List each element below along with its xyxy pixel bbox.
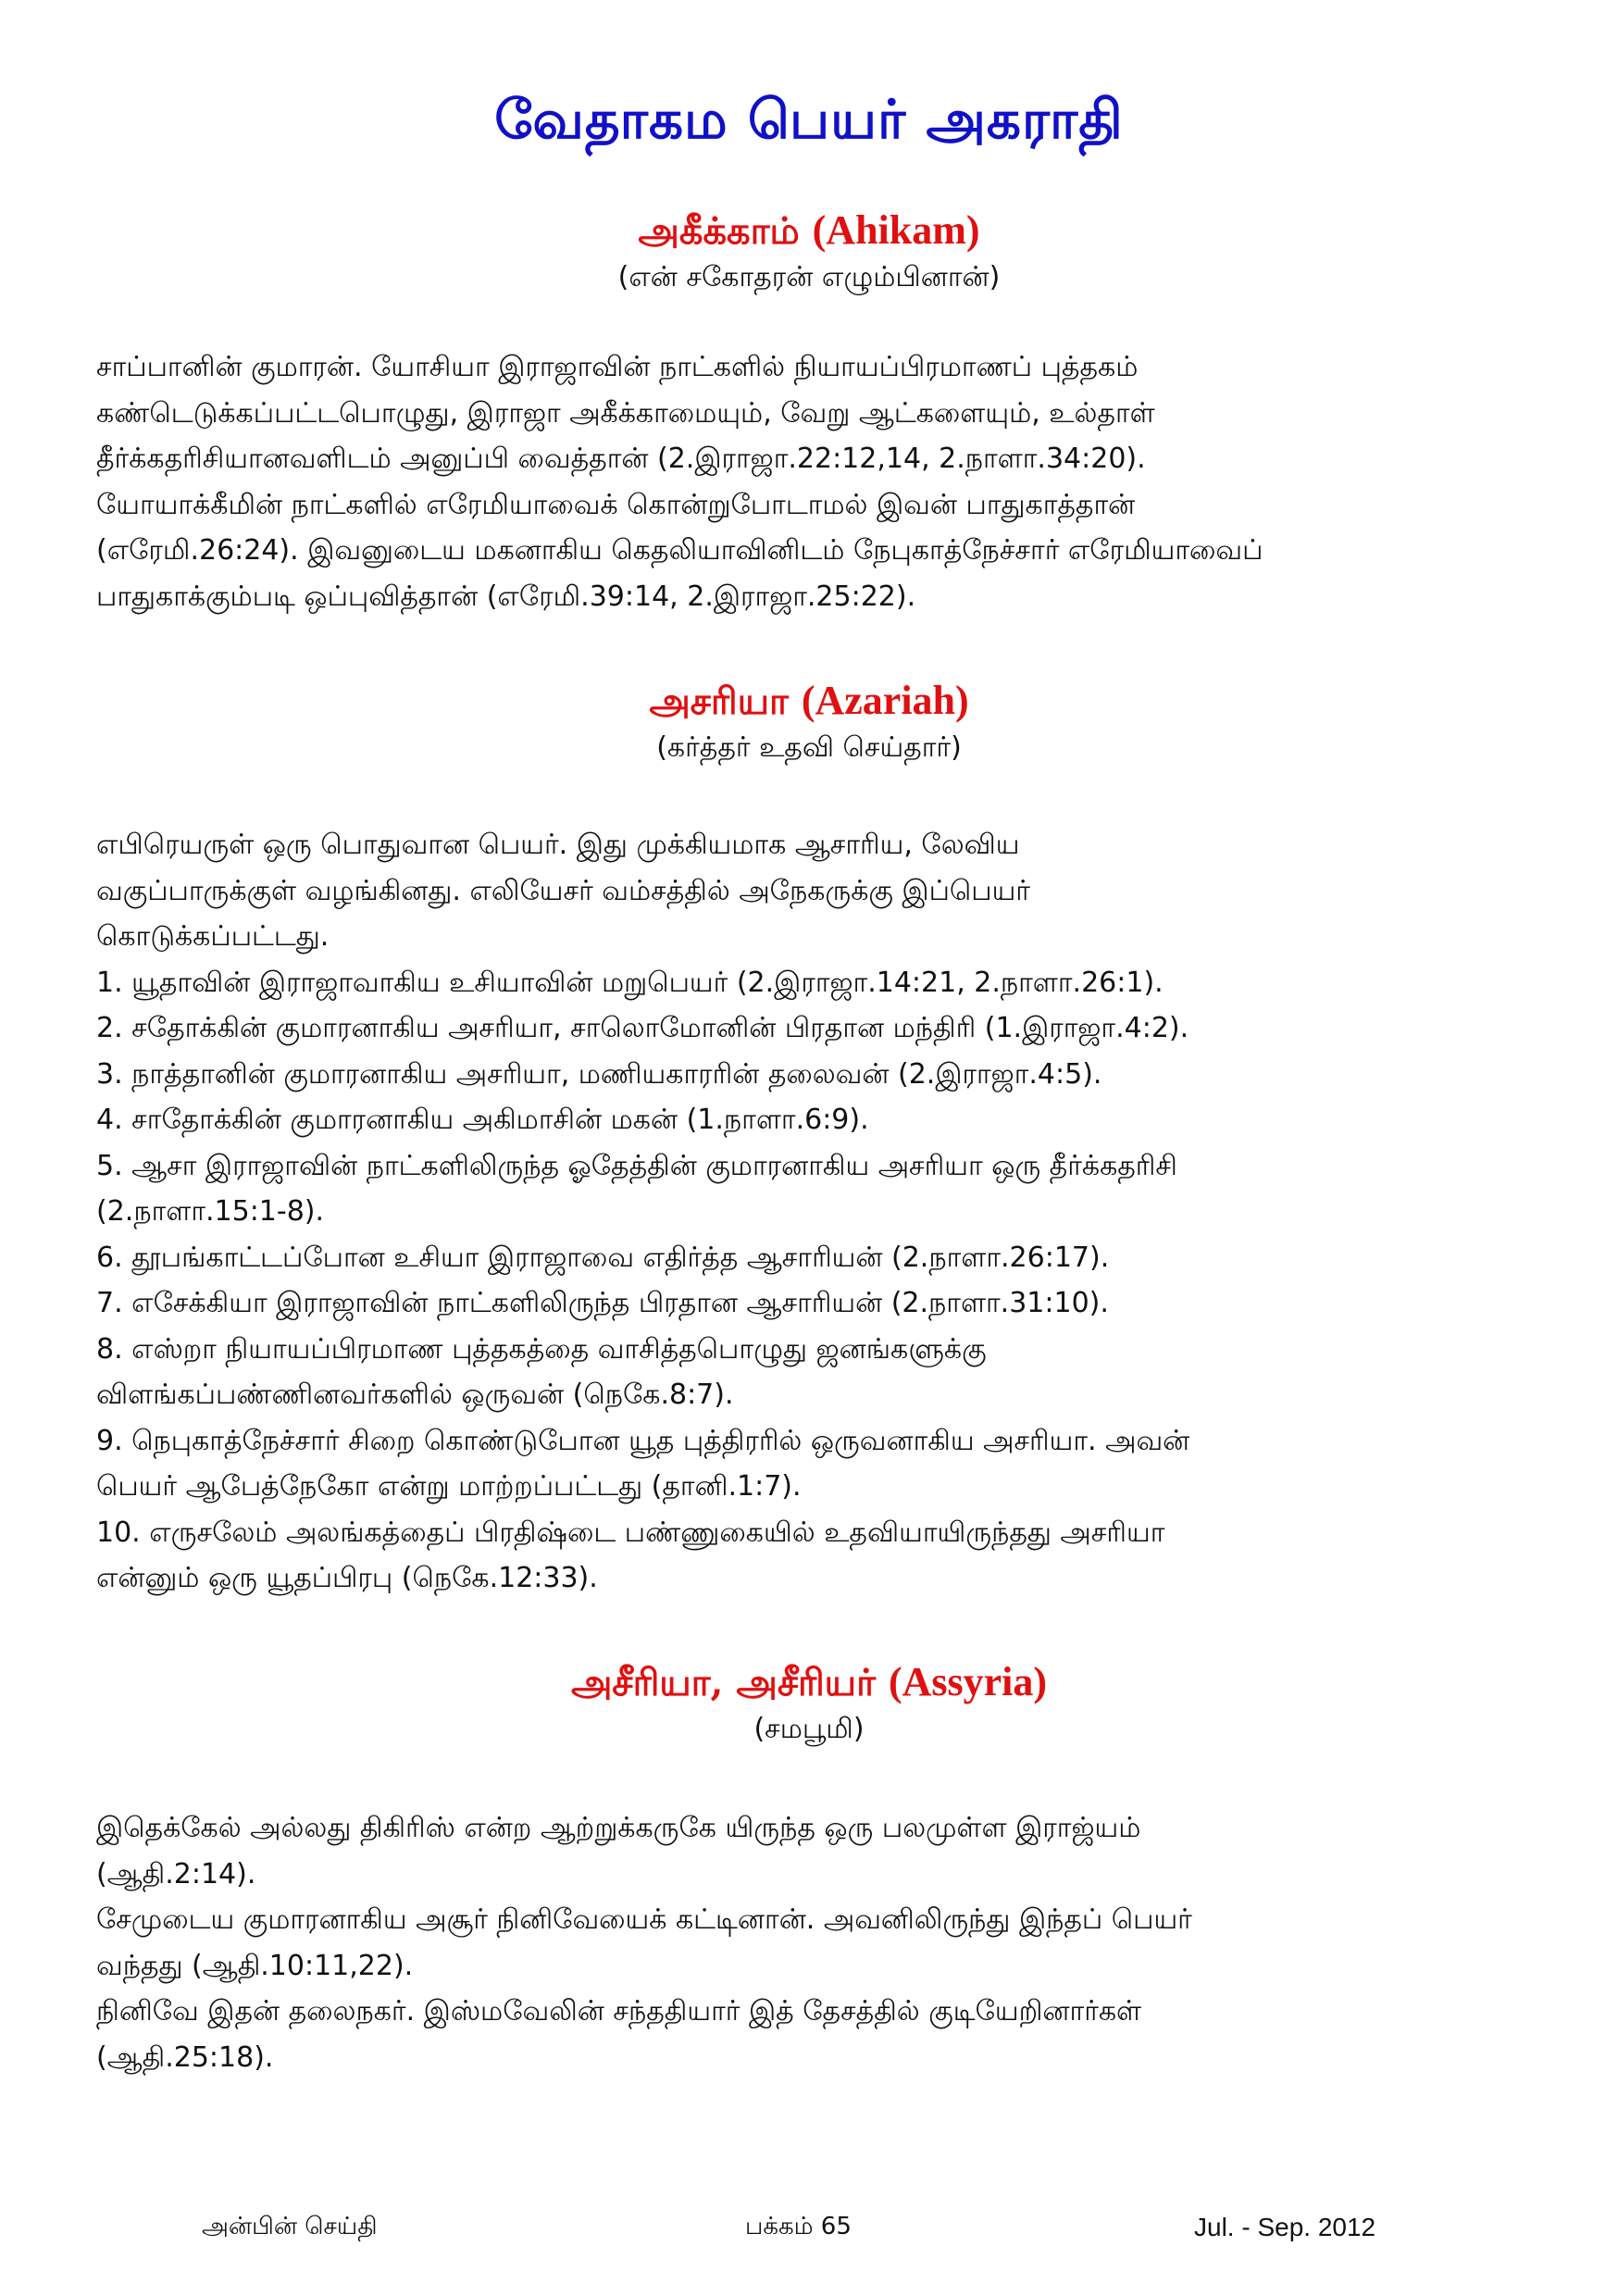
entry-name-tamil: அசரியா (649, 680, 789, 723)
list-item: என்னும் ஒரு யூதப்பிரபு (நெகே.12:33). (96, 1562, 598, 1594)
page-footer (0, 2213, 1618, 2250)
footer-publication: அன்பின் செய்தி (202, 2213, 378, 2240)
list-item: 8. எஸ்றா நியாயப்பிரமாண புத்தகத்தை வாசித்தபொழுது ஜனங்களுக்கு (96, 1332, 987, 1366)
entry-name-tamil: அகீக்காம் (638, 209, 800, 253)
list-item: 2. சதோக்கின் குமாரனாகிய அசரியா, சாலொமோனின் பிரதான மந்திரி (1.இராஜா.4:2). (96, 1012, 1189, 1044)
list-item: விளங்கப்பண்ணினவர்களில் ஒருவன் (நெகே.8:7). (96, 1379, 734, 1411)
entry-heading (0, 1657, 1618, 1708)
entry-azariah-header (0, 676, 1618, 769)
body-line: நினிவே இதன் தலைநகர். இஸ்மவேலின் சந்ததியார் இத் தேசத்தில் குடியேறினார்கள் (96, 1995, 1142, 2028)
entry-assyria-header (0, 1657, 1618, 1751)
entry-name-english: (Assyria) (888, 1659, 1048, 1704)
body-line: தீர்க்கதரிசியானவளிடம் அனுப்பி வைத்தான் (2.இராஜா.22:12,14, 2.நாளா.34:20). (96, 443, 1146, 475)
body-line: வகுப்பாருக்குள் வழங்கினது. எலியேசர் வம்சத்தில் அநேகருக்கு இப்பெயர் (96, 874, 1030, 907)
entry-meaning: (கர்த்தர் உதவி செய்தார்) (656, 731, 962, 764)
body-line: சேமுடைய குமாரனாகிய அசூர் நினிவேயைக் கட்டினான். அவனிலிருந்து இந்தப் பெயர் (96, 1903, 1192, 1936)
entry-heading (0, 676, 1618, 727)
body-line: (ஆதி.2:14). (96, 1857, 256, 1890)
page-title: வேதாகம பெயர் அகராதி (494, 88, 1124, 151)
body-line: கண்டெடுக்கப்பட்டபொழுது, இராஜா அகீக்காமையும், வேறு ஆட்களையும், உல்தாள் (96, 396, 1155, 430)
entry-assyria-body (96, 1805, 1540, 2080)
entry-meaning: (சமபூமி) (753, 1713, 865, 1745)
list-item: 1. யூதாவின் இராஜாவாகிய உசியாவின் மறுபெயர் (2.இராஜா.14:21, 2.நாளா.26:1). (96, 966, 1164, 999)
list-item: 3. நாத்தானின் குமாரனாகிய அசரியா, மணியகாரரின் தலைவன் (2.இராஜா.4:5). (96, 1057, 1102, 1091)
entry-name-english: (Ahikam) (812, 207, 980, 253)
body-line: யோயாக்கீமின் நாட்களில் எரேமியாவைக் கொன்றுபோடாமல் இவன் பாதுகாத்தான் (96, 488, 1136, 521)
list-item: 5. ஆசா இராஜாவின் நாட்களிலிருந்த ஓதேத்தின் குமாரனாகிய அசரியா ஒரு தீர்க்கதரிசி (96, 1149, 1177, 1182)
list-item: (2.நாளா.15:1-8). (96, 1195, 325, 1228)
entry-azariah-body (96, 822, 1540, 1602)
list-item: பெயர் ஆபேத்நேகோ என்று மாற்றப்பட்டது (தானி.1:7). (96, 1470, 802, 1503)
list-item: 6. தூபங்காட்டப்போன உசியா இராஜாவை எதிர்த்த ஆசாரியன் (2.நாளா.26:17). (96, 1241, 1110, 1274)
footer-issue-date: Jul. - Sep. 2012 (1194, 2213, 1376, 2241)
entry-ahikam-body (96, 344, 1540, 619)
entry-name-tamil: அசீரியா, அசீரியர் (570, 1661, 876, 1704)
list-item: 4. சாதோக்கின் குமாரனாகிய அகிமாசின் மகன் (1.நாளா.6:9). (96, 1104, 869, 1136)
footer-page-number: பக்கம் 65 (745, 2213, 852, 2240)
body-line: (எரேமி.26:24). இவனுடைய மகனாகிய கெதலியாவினிடம் நேபுகாத்நேச்சார் எரேமியாவைப் (96, 534, 1263, 567)
list-item: 10. எருசலேம் அலங்கத்தைப் பிரதிஷ்டை பண்ணுகையில் உதவியாயிருந்தது அசரியா (96, 1516, 1165, 1549)
list-item: 7. எசேக்கியா இராஜாவின் நாட்களிலிருந்த பிரதான ஆசாரியன் (2.நாளா.31:10). (96, 1287, 1109, 1319)
body-line: எபிரெயருள் ஒரு பொதுவான பெயர். இது முக்கியமாக ஆசாரிய, லேவிய (96, 829, 1020, 861)
entry-ahikam-header (0, 206, 1618, 299)
body-line: சாப்பானின் குமாரன். யோசியா இராஜாவின் நாட்களில் நியாயப்பிரமாணப் புத்தகம் (96, 351, 1139, 383)
list-item: 9. நெபுகாத்நேச்சார் சிறை கொண்டுபோன யூத புத்திரரில் ஒருவனாகிய அசரியா. அவன் (96, 1424, 1190, 1457)
body-line: வந்தது (ஆதி.10:11,22). (96, 1949, 414, 1982)
body-line: (ஆதி.25:18). (96, 2040, 274, 2074)
body-line: கொடுக்கப்பட்டது. (96, 920, 330, 953)
entry-meaning: (என் சகோதரன் எழும்பினான்) (617, 261, 1001, 293)
entry-name-english: (Azariah) (801, 678, 969, 723)
body-line: பாதுகாக்கும்படி ஒப்புவித்தான் (எரேமி.39:14, 2.இராஜா.25:22). (96, 580, 916, 613)
entry-heading (0, 206, 1618, 256)
body-line: இதெக்கேல் அல்லது திகிரிஸ் என்ற ஆற்றுக்கருகே யிருந்த ஒரு பலமுள்ள இராஜ்யம் (96, 1812, 1141, 1844)
